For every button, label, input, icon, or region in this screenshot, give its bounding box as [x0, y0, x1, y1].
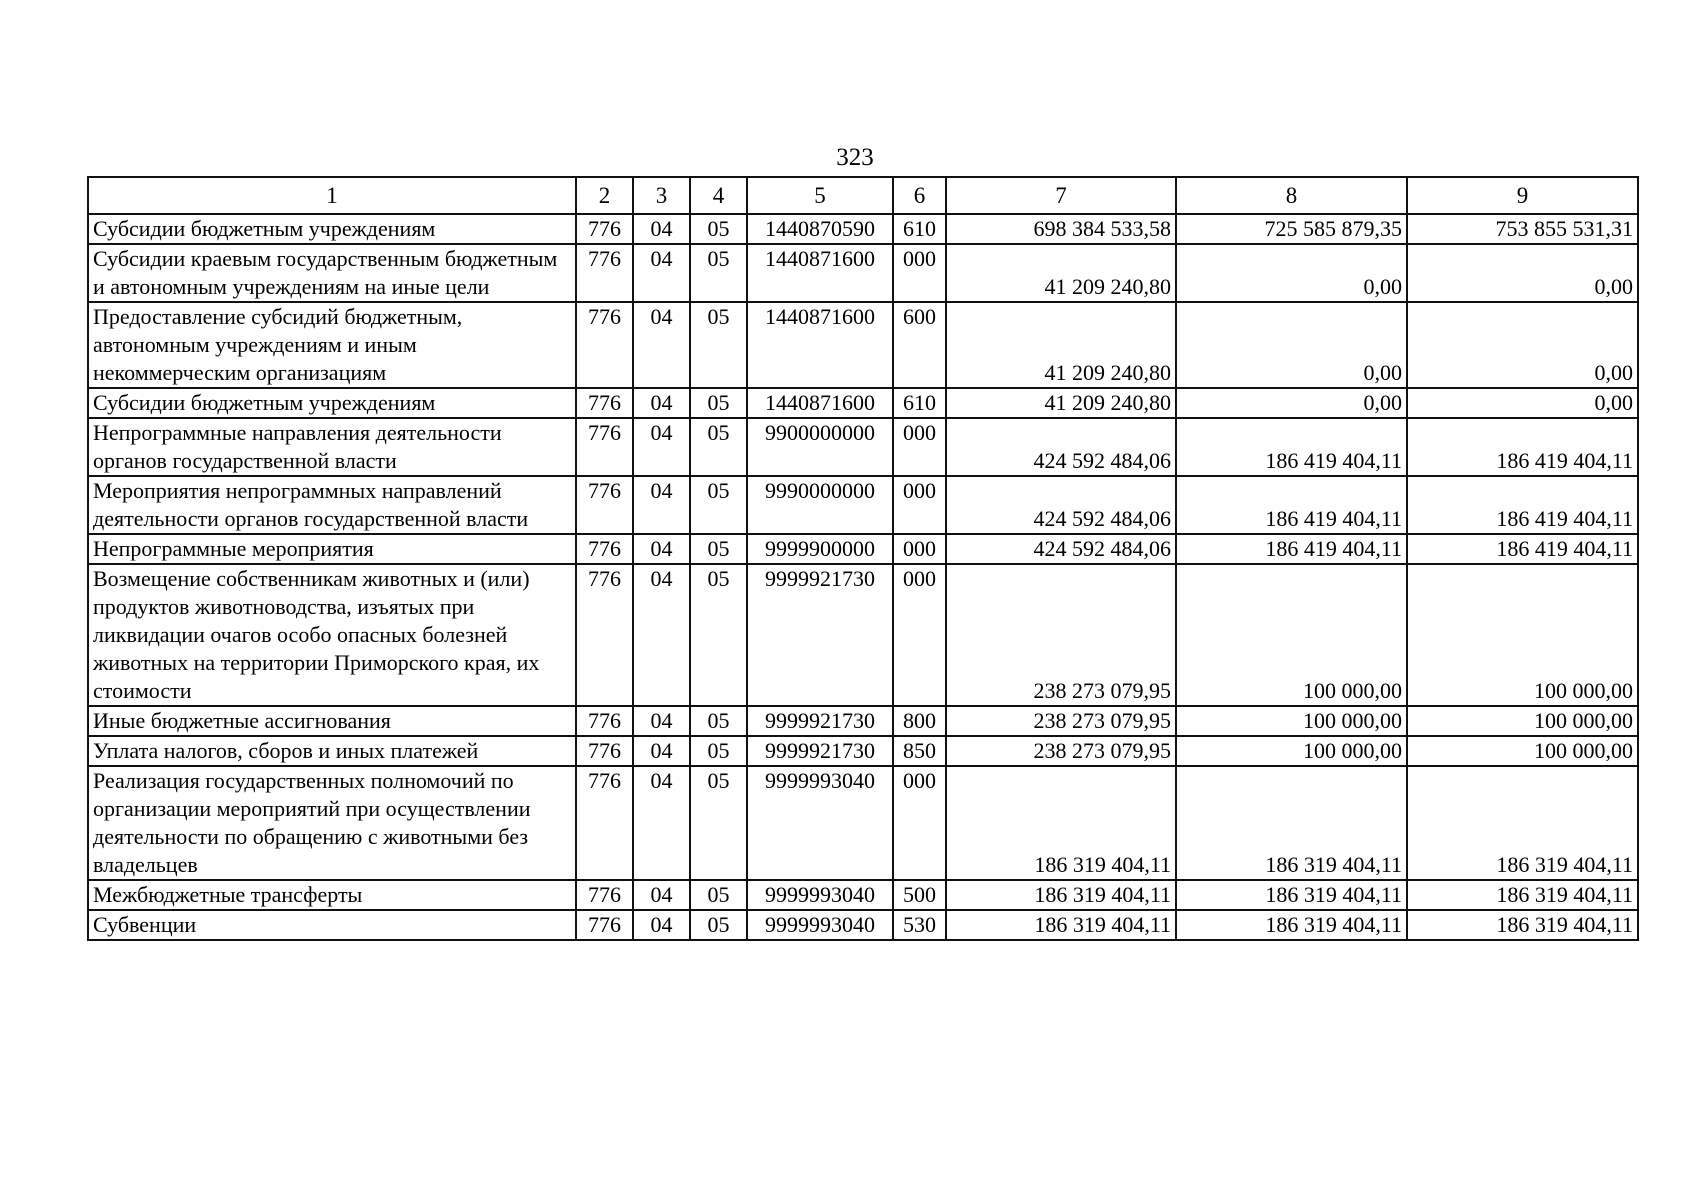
ministry-code-cell: 776 [576, 418, 633, 476]
ministry-code-cell: 776 [576, 214, 633, 244]
ministry-code-cell: 776 [576, 910, 633, 940]
subsection-code-cell: 05 [690, 302, 747, 388]
amount-cell-8: 100 000,00 [1176, 736, 1407, 766]
section-code-cell: 04 [633, 706, 690, 736]
expense-name-cell: Мероприятия непрограммных направлений деятельности органов государственной власти [88, 476, 576, 534]
table-row [88, 766, 1638, 880]
amount-cell-7: 698 384 533,58 [946, 214, 1176, 244]
subsection-code-cell: 05 [690, 476, 747, 534]
column-header: 1 [88, 177, 576, 214]
ministry-code-cell: 776 [576, 564, 633, 706]
table-row [88, 476, 1638, 534]
expense-type-cell: 500 [893, 880, 946, 910]
ministry-code-cell: 776 [576, 766, 633, 880]
amount-cell-7: 424 592 484,06 [946, 476, 1176, 534]
section-code-cell: 04 [633, 910, 690, 940]
amount-cell-8: 0,00 [1176, 302, 1407, 388]
subsection-code-cell: 05 [690, 706, 747, 736]
amount-cell-8: 186 319 404,11 [1176, 910, 1407, 940]
amount-cell-7: 424 592 484,06 [946, 418, 1176, 476]
amount-cell-8: 0,00 [1176, 388, 1407, 418]
amount-cell-7: 238 273 079,95 [946, 736, 1176, 766]
amount-cell-7: 41 209 240,80 [946, 388, 1176, 418]
subsection-code-cell: 05 [690, 534, 747, 564]
target-article-cell: 1440871600 [747, 388, 893, 418]
amount-cell-8: 0,00 [1176, 244, 1407, 302]
amount-cell-7: 41 209 240,80 [946, 244, 1176, 302]
section-code-cell: 04 [633, 302, 690, 388]
column-header: 5 [747, 177, 893, 214]
expense-type-cell: 000 [893, 244, 946, 302]
expense-type-cell: 850 [893, 736, 946, 766]
amount-cell-9: 186 319 404,11 [1407, 766, 1638, 880]
target-article-cell: 1440871600 [747, 302, 893, 388]
section-code-cell: 04 [633, 418, 690, 476]
ministry-code-cell: 776 [576, 706, 633, 736]
expense-name-cell: Иные бюджетные ассигнования [88, 706, 576, 736]
target-article-cell: 9999993040 [747, 910, 893, 940]
amount-cell-9: 0,00 [1407, 388, 1638, 418]
target-article-cell: 9999993040 [747, 880, 893, 910]
amount-cell-9: 186 319 404,11 [1407, 880, 1638, 910]
amount-cell-8: 186 319 404,11 [1176, 880, 1407, 910]
amount-cell-7: 238 273 079,95 [946, 706, 1176, 736]
expense-type-cell: 530 [893, 910, 946, 940]
table-row [88, 388, 1638, 418]
ministry-code-cell: 776 [576, 880, 633, 910]
expense-name-cell: Непрограммные мероприятия [88, 534, 576, 564]
amount-cell-8: 186 419 404,11 [1176, 534, 1407, 564]
amount-cell-9: 100 000,00 [1407, 706, 1638, 736]
amount-cell-9: 186 319 404,11 [1407, 910, 1638, 940]
subsection-code-cell: 05 [690, 766, 747, 880]
table-body [88, 214, 1638, 940]
table-row [88, 880, 1638, 910]
table-row [88, 534, 1638, 564]
expense-name-cell: Межбюджетные трансферты [88, 880, 576, 910]
amount-cell-8: 186 419 404,11 [1176, 476, 1407, 534]
subsection-code-cell: 05 [690, 564, 747, 706]
section-code-cell: 04 [633, 244, 690, 302]
ministry-code-cell: 776 [576, 476, 633, 534]
ministry-code-cell: 776 [576, 302, 633, 388]
ministry-code-cell: 776 [576, 736, 633, 766]
ministry-code-cell: 776 [576, 534, 633, 564]
target-article-cell: 1440870590 [747, 214, 893, 244]
expense-name-cell: Непрограммные направления деятельности органов государственной власти [88, 418, 576, 476]
amount-cell-8: 186 319 404,11 [1176, 766, 1407, 880]
table-row [88, 736, 1638, 766]
amount-cell-8: 725 585 879,35 [1176, 214, 1407, 244]
amount-cell-9: 100 000,00 [1407, 564, 1638, 706]
target-article-cell: 9990000000 [747, 476, 893, 534]
table-row [88, 910, 1638, 940]
target-article-cell: 9999921730 [747, 706, 893, 736]
section-code-cell: 04 [633, 736, 690, 766]
amount-cell-9: 100 000,00 [1407, 736, 1638, 766]
amount-cell-7: 186 319 404,11 [946, 880, 1176, 910]
table-row [88, 564, 1638, 706]
amount-cell-8: 100 000,00 [1176, 564, 1407, 706]
expense-name-cell: Уплата налогов, сборов и иных платежей [88, 736, 576, 766]
subsection-code-cell: 05 [690, 418, 747, 476]
expense-type-cell: 000 [893, 534, 946, 564]
column-header: 8 [1176, 177, 1407, 214]
expense-name-cell: Субсидии бюджетным учреждениям [88, 214, 576, 244]
amount-cell-9: 753 855 531,31 [1407, 214, 1638, 244]
section-code-cell: 04 [633, 388, 690, 418]
table-row [88, 418, 1638, 476]
amount-cell-9: 0,00 [1407, 302, 1638, 388]
expense-type-cell: 000 [893, 564, 946, 706]
column-header: 3 [633, 177, 690, 214]
section-code-cell: 04 [633, 564, 690, 706]
amount-cell-7: 186 319 404,11 [946, 910, 1176, 940]
amount-cell-9: 186 419 404,11 [1407, 534, 1638, 564]
expense-name-cell: Субсидии краевым государственным бюджетным и автономным учреждениям на иные цели [88, 244, 576, 302]
expense-name-cell: Субвенции [88, 910, 576, 940]
budget-table [87, 176, 1639, 941]
page-number: 323 [836, 144, 874, 171]
table-row [88, 302, 1638, 388]
target-article-cell: 9999921730 [747, 736, 893, 766]
target-article-cell: 1440871600 [747, 244, 893, 302]
table-row [88, 706, 1638, 736]
section-code-cell: 04 [633, 766, 690, 880]
amount-cell-7: 41 209 240,80 [946, 302, 1176, 388]
column-header: 6 [893, 177, 946, 214]
target-article-cell: 9999900000 [747, 534, 893, 564]
expense-name-cell: Субсидии бюджетным учреждениям [88, 388, 576, 418]
subsection-code-cell: 05 [690, 214, 747, 244]
subsection-code-cell: 05 [690, 736, 747, 766]
amount-cell-8: 186 419 404,11 [1176, 418, 1407, 476]
expense-type-cell: 000 [893, 476, 946, 534]
expense-type-cell: 600 [893, 302, 946, 388]
column-header: 7 [946, 177, 1176, 214]
subsection-code-cell: 05 [690, 880, 747, 910]
expense-name-cell: Предоставление субсидий бюджетным, автономным учреждениям и иным некоммерческим организациям [88, 302, 576, 388]
column-header: 4 [690, 177, 747, 214]
table-row [88, 214, 1638, 244]
amount-cell-7: 424 592 484,06 [946, 534, 1176, 564]
ministry-code-cell: 776 [576, 388, 633, 418]
amount-cell-9: 186 419 404,11 [1407, 418, 1638, 476]
expense-type-cell: 800 [893, 706, 946, 736]
expense-type-cell: 610 [893, 388, 946, 418]
expense-name-cell: Реализация государственных полномочий по организации мероприятий при осуществлении деятельности по обращению с животными без владельцев [88, 766, 576, 880]
target-article-cell: 9999993040 [747, 766, 893, 880]
subsection-code-cell: 05 [690, 388, 747, 418]
expense-name-cell: Возмещение собственникам животных и (или) продуктов животноводства, изъятых при ликвидации очагов особо опасных болезней животных на территории Приморского края, их стоимости [88, 564, 576, 706]
target-article-cell: 9999921730 [747, 564, 893, 706]
table-row [88, 244, 1638, 302]
subsection-code-cell: 05 [690, 910, 747, 940]
section-code-cell: 04 [633, 476, 690, 534]
amount-cell-8: 100 000,00 [1176, 706, 1407, 736]
column-header: 9 [1407, 177, 1638, 214]
amount-cell-7: 186 319 404,11 [946, 766, 1176, 880]
section-code-cell: 04 [633, 214, 690, 244]
amount-cell-7: 238 273 079,95 [946, 564, 1176, 706]
column-header: 2 [576, 177, 633, 214]
target-article-cell: 9900000000 [747, 418, 893, 476]
section-code-cell: 04 [633, 534, 690, 564]
table-header-row [88, 177, 1638, 214]
expense-type-cell: 000 [893, 418, 946, 476]
expense-type-cell: 610 [893, 214, 946, 244]
amount-cell-9: 0,00 [1407, 244, 1638, 302]
ministry-code-cell: 776 [576, 244, 633, 302]
subsection-code-cell: 05 [690, 244, 747, 302]
amount-cell-9: 186 419 404,11 [1407, 476, 1638, 534]
expense-type-cell: 000 [893, 766, 946, 880]
section-code-cell: 04 [633, 880, 690, 910]
